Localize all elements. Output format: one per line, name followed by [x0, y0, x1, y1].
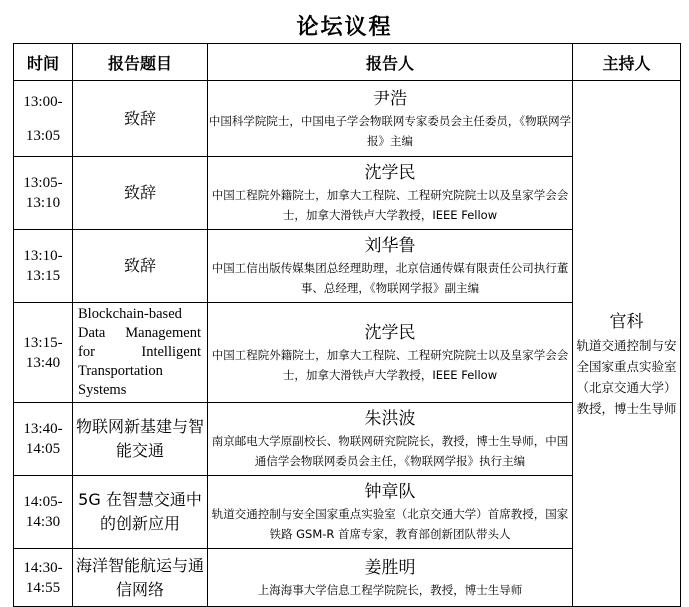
time-cell [14, 476, 73, 549]
table-row [14, 81, 681, 157]
speaker-name: 尹浩 [373, 88, 407, 109]
topic-cell: 致辞 [73, 81, 208, 157]
speaker-cell [208, 476, 573, 549]
speaker-name: 刘华鲁 [364, 236, 416, 256]
speaker-cell [208, 157, 573, 230]
agenda-table [13, 43, 681, 607]
time-end: 14:55 [25, 579, 61, 596]
time-end: 13:15 [25, 268, 61, 284]
speaker-desc: 中国工信出版传媒集团总经理助理，北京信通传媒有限责任公司执行董事、总经理，《物联网学报》副主编 [211, 261, 569, 295]
page-title: 论坛议程 [296, 15, 393, 40]
time-start: 14:30- [23, 559, 63, 576]
speaker-cell [208, 81, 573, 157]
time-cell [14, 549, 73, 607]
header-row [14, 44, 681, 81]
time-start: 13:05- [23, 175, 63, 191]
header-speaker: 报告人 [208, 44, 573, 81]
header-time: 时间 [14, 44, 73, 81]
speaker-desc: 轨道交通控制与安全国家重点实验室（北京交通大学）首席教授，国家铁路 GSM-R 首席专家，教育部创新团队带头人 [211, 507, 569, 541]
topic-cell: 物联网新基建与智能交通 [73, 403, 208, 476]
time-cell [14, 230, 73, 303]
speaker-desc: 中国工程院外籍院士，加拿大工程院、工程研究院院士以及皇家学会会士，加拿大滑铁卢大学教授，IEEE Fellow [211, 347, 569, 382]
time-end: 14:05 [25, 441, 61, 457]
time-end: 13:10 [25, 195, 61, 211]
speaker-desc: 上海海事大学信息工程学院院长，教授，博士生导师 [257, 582, 523, 597]
speaker-cell [208, 303, 573, 403]
speaker-name: 钟章队 [364, 482, 416, 502]
time-end: 14:30 [25, 514, 61, 530]
host-desc: 轨道交通控制与安全国家重点实验室（北京交通大学）教授，博士生导师 [576, 337, 677, 416]
time-cell [14, 81, 73, 157]
time-cell [14, 403, 73, 476]
speaker-name: 沈学民 [364, 322, 416, 343]
topic-cell: Blockchain-based Data Management for Intelligent Transportation Systems [73, 303, 208, 403]
host-cell [573, 81, 681, 607]
time-start: 14:05- [23, 494, 63, 510]
time-start: 13:15- [23, 334, 63, 351]
time-cell [14, 157, 73, 230]
speaker-cell [208, 549, 573, 607]
time-cell [14, 303, 73, 403]
speaker-desc: 南京邮电大学原副校长、物联网研究院院长，教授，博士生导师，中国通信学会物联网委员会主任，《物联网学报》执行主编 [211, 434, 569, 468]
host-name: 官科 [609, 311, 644, 332]
speaker-cell [208, 403, 573, 476]
topic-cell: 5G 在智慧交通中的创新应用 [73, 476, 208, 549]
time-start: 13:40- [23, 421, 63, 437]
topic-cell: 海洋智能航运与通信网络 [73, 549, 208, 607]
speaker-name: 朱洪波 [364, 409, 416, 429]
header-host: 主持人 [573, 44, 681, 81]
speaker-desc: 中国工程院外籍院士，加拿大工程院、工程研究院院士以及皇家学会会士，加拿大滑铁卢大学教授，IEEE Fellow [211, 188, 569, 222]
speaker-name: 姜胜明 [364, 557, 416, 578]
speaker-name: 沈学民 [364, 163, 416, 183]
topic-cell: 致辞 [73, 157, 208, 230]
topic-cell: 致辞 [73, 230, 208, 303]
speaker-desc: 中国科学院院士，中国电子学会物联网专家委员会主任委员，《物联网学报》主编 [208, 113, 572, 148]
time-end: 13:40 [25, 354, 61, 371]
header-topic: 报告题目 [73, 44, 208, 81]
time-start: 13:00- [23, 93, 63, 110]
time-start: 13:10- [23, 248, 63, 264]
speaker-cell [208, 230, 573, 303]
time-end: 13:05 [25, 127, 61, 144]
